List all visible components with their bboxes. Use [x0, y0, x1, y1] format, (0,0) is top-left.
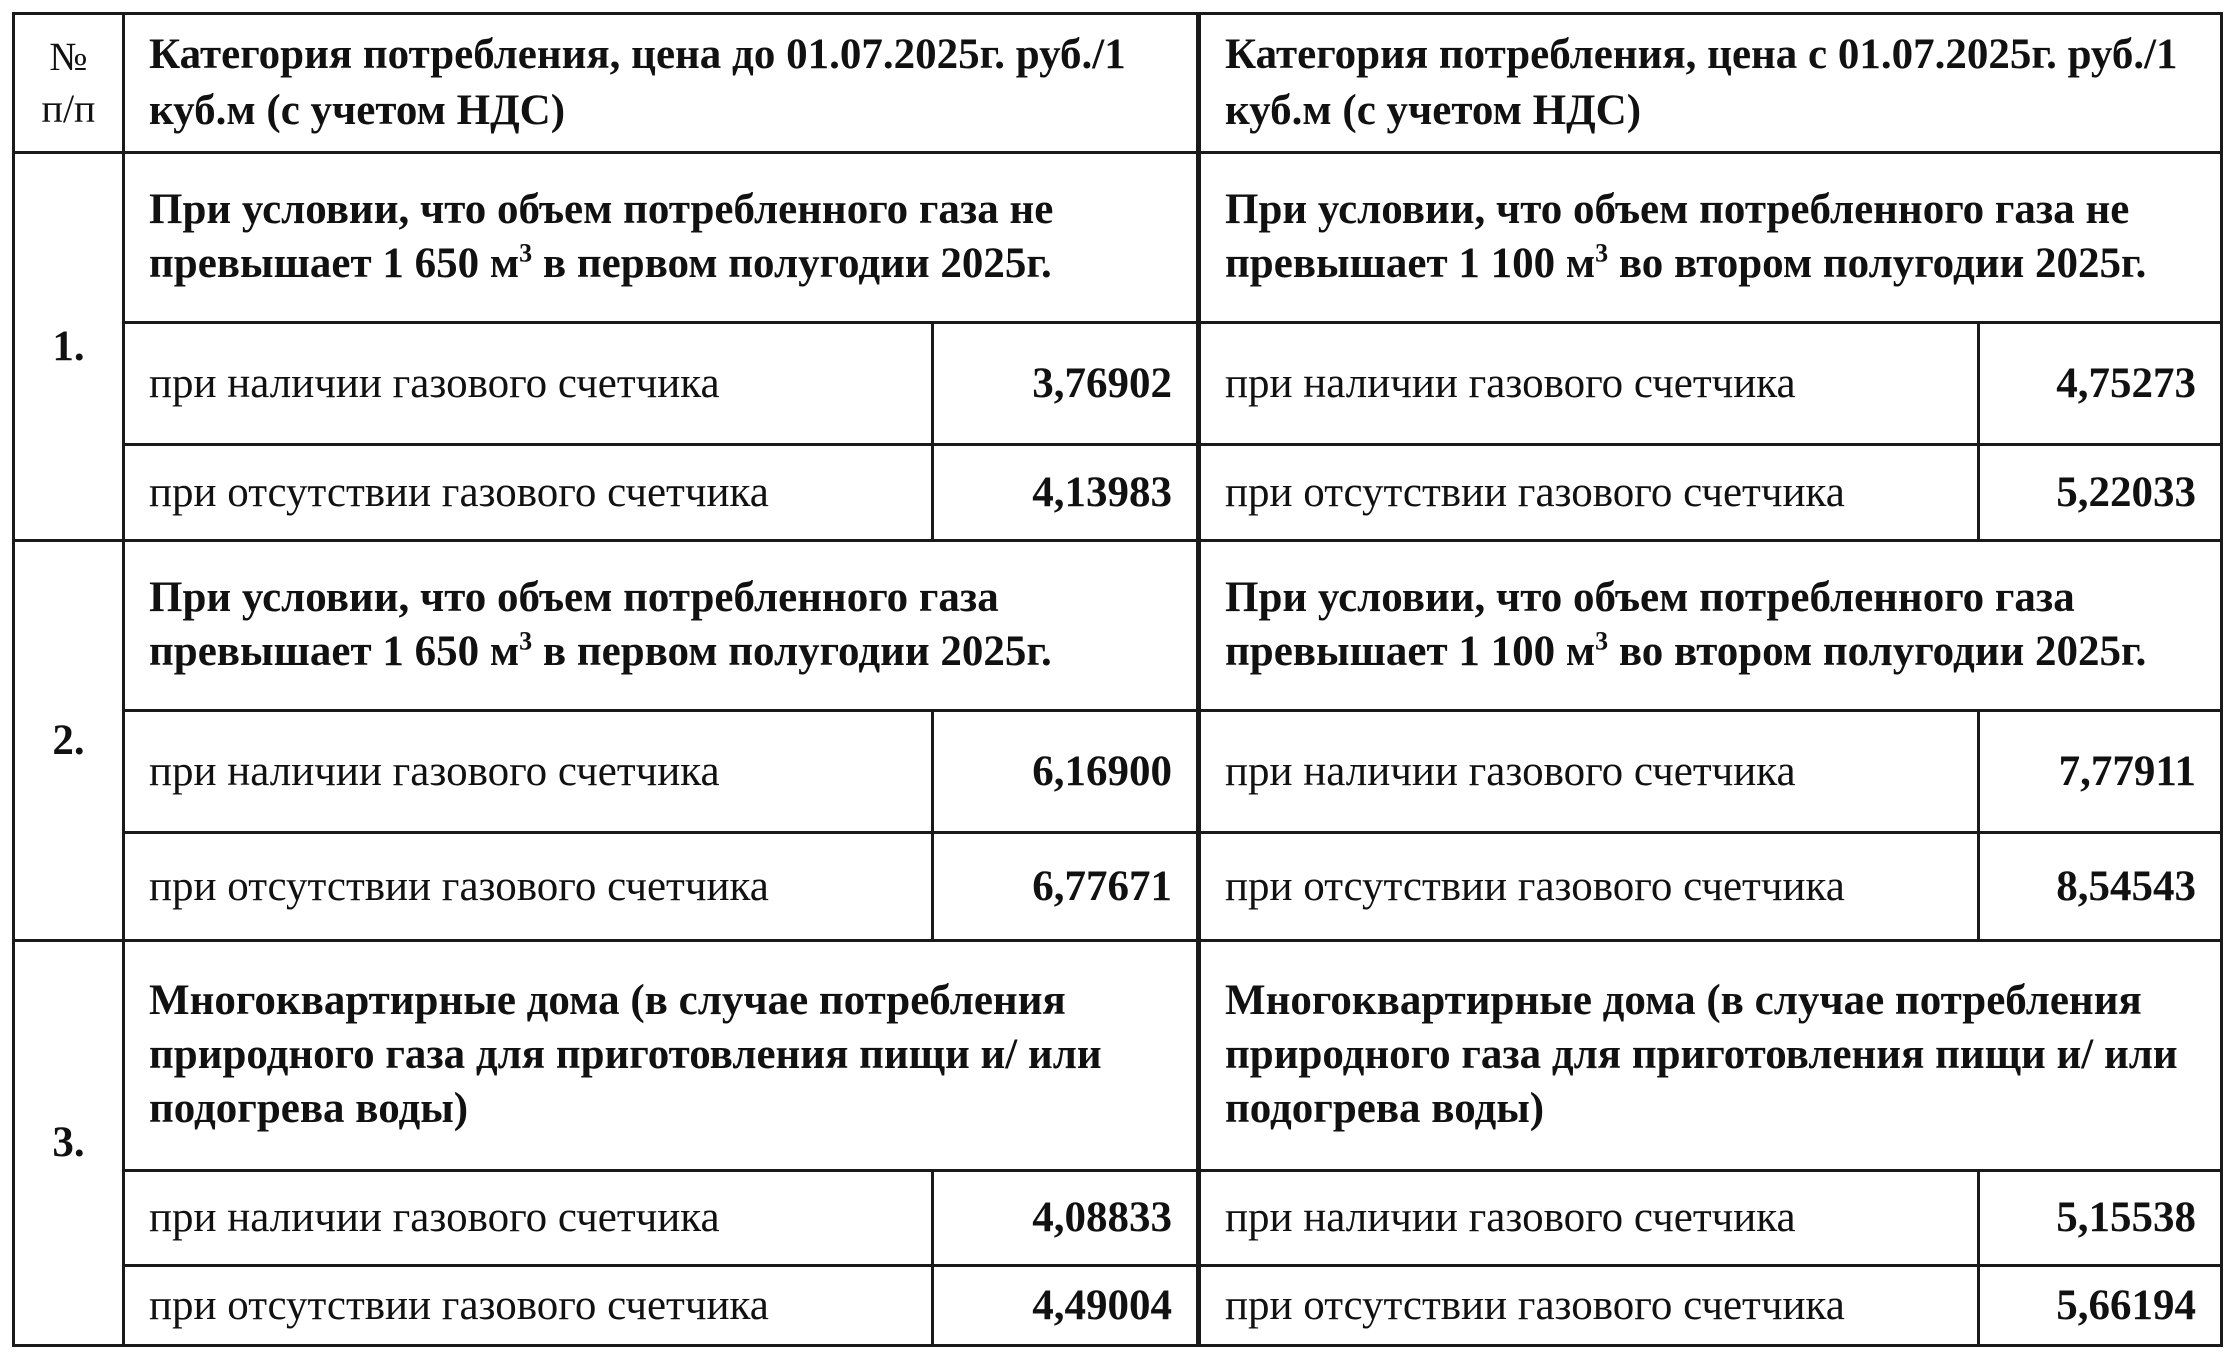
after-date-header: Категория потребления, цена с 01.07.2025г. руб./1 куб.м (с учетом НДС) — [1199, 14, 2222, 153]
number-abbrev: п/п — [41, 85, 96, 131]
cubic-superscript: 3 — [1595, 626, 1609, 656]
condition-text: При условии, что объем потребленного газа превышает 1 650 м — [149, 574, 999, 676]
after-price-with-meter: 7,77911 — [1979, 710, 2222, 832]
header-row — [14, 14, 2222, 153]
row-3-without-meter — [14, 1265, 2222, 1345]
with-meter-label: при наличии газового счетчика — [1199, 322, 1979, 444]
row-number: 3. — [14, 940, 124, 1345]
with-meter-label: при наличии газового счетчика — [124, 1170, 933, 1265]
condition-text: При условии, что объем потребленного газа не превышает 1 100 м — [1225, 186, 2130, 288]
cubic-superscript: 3 — [519, 626, 533, 656]
after-price-without-meter: 8,54543 — [1979, 832, 2222, 940]
before-price-with-meter: 6,16900 — [933, 710, 1199, 832]
before-price-without-meter: 6,77671 — [933, 832, 1199, 940]
row-3-with-meter — [14, 1170, 2222, 1265]
cubic-superscript: 3 — [1595, 238, 1609, 268]
row-3-condition — [14, 940, 2222, 1170]
after-price-with-meter: 4,75273 — [1979, 322, 2222, 444]
row-1-without-meter — [14, 444, 2222, 540]
without-meter-label: при отсутствии газового счетчика — [124, 444, 933, 540]
without-meter-label: при отсутствии газового счетчика — [124, 1265, 933, 1345]
with-meter-label: при наличии газового счетчика — [124, 710, 933, 832]
after-price-with-meter: 5,15538 — [1979, 1170, 2222, 1265]
row-number: 2. — [14, 540, 124, 940]
row-2-with-meter — [14, 710, 2222, 832]
row-2-without-meter — [14, 832, 2222, 940]
before-condition — [124, 152, 1199, 322]
without-meter-label: при отсутствии газового счетчика — [1199, 444, 1979, 540]
without-meter-label: при отсутствии газового счетчика — [124, 832, 933, 940]
before-price-with-meter: 4,08833 — [933, 1170, 1199, 1265]
after-price-without-meter: 5,22033 — [1979, 444, 2222, 540]
with-meter-label: при наличии газового счетчика — [1199, 1170, 1979, 1265]
condition-tail: во втором полугодии 2025г. — [1608, 628, 2147, 676]
with-meter-label: при наличии газового счетчика — [124, 322, 933, 444]
condition-tail: в первом полугодии 2025г. — [532, 240, 1052, 288]
condition-tail: во втором полугодии 2025г. — [1608, 240, 2147, 288]
number-column-header — [14, 14, 124, 153]
tariff-table — [12, 12, 2223, 1347]
number-sign: № — [49, 33, 88, 79]
before-date-header: Категория потребления, цена до 01.07.2025г. руб./1 куб.м (с учетом НДС) — [124, 14, 1199, 153]
before-condition: Многоквартирные дома (в случае потребления природного газа для приготовления пищи и/ или подогрева воды) — [124, 940, 1199, 1170]
before-price-with-meter: 3,76902 — [933, 322, 1199, 444]
before-condition — [124, 540, 1199, 710]
condition-tail: в первом полугодии 2025г. — [532, 628, 1052, 676]
with-meter-label: при наличии газового счетчика — [1199, 710, 1979, 832]
after-condition — [1199, 540, 2222, 710]
before-price-without-meter: 4,49004 — [933, 1265, 1199, 1345]
condition-text: При условии, что объем потребленного газа превышает 1 100 м — [1225, 574, 2075, 676]
after-condition — [1199, 152, 2222, 322]
row-1-condition — [14, 152, 2222, 322]
cubic-superscript: 3 — [519, 238, 533, 268]
row-number: 1. — [14, 152, 124, 540]
without-meter-label: при отсутствии газового счетчика — [1199, 1265, 1979, 1345]
after-condition: Многоквартирные дома (в случае потребления природного газа для приготовления пищи и/ или подогрева воды) — [1199, 940, 2222, 1170]
without-meter-label: при отсутствии газового счетчика — [1199, 832, 1979, 940]
after-price-without-meter: 5,66194 — [1979, 1265, 2222, 1345]
row-2-condition — [14, 540, 2222, 710]
row-1-with-meter — [14, 322, 2222, 444]
condition-text: При условии, что объем потребленного газа не превышает 1 650 м — [149, 186, 1054, 288]
before-price-without-meter: 4,13983 — [933, 444, 1199, 540]
